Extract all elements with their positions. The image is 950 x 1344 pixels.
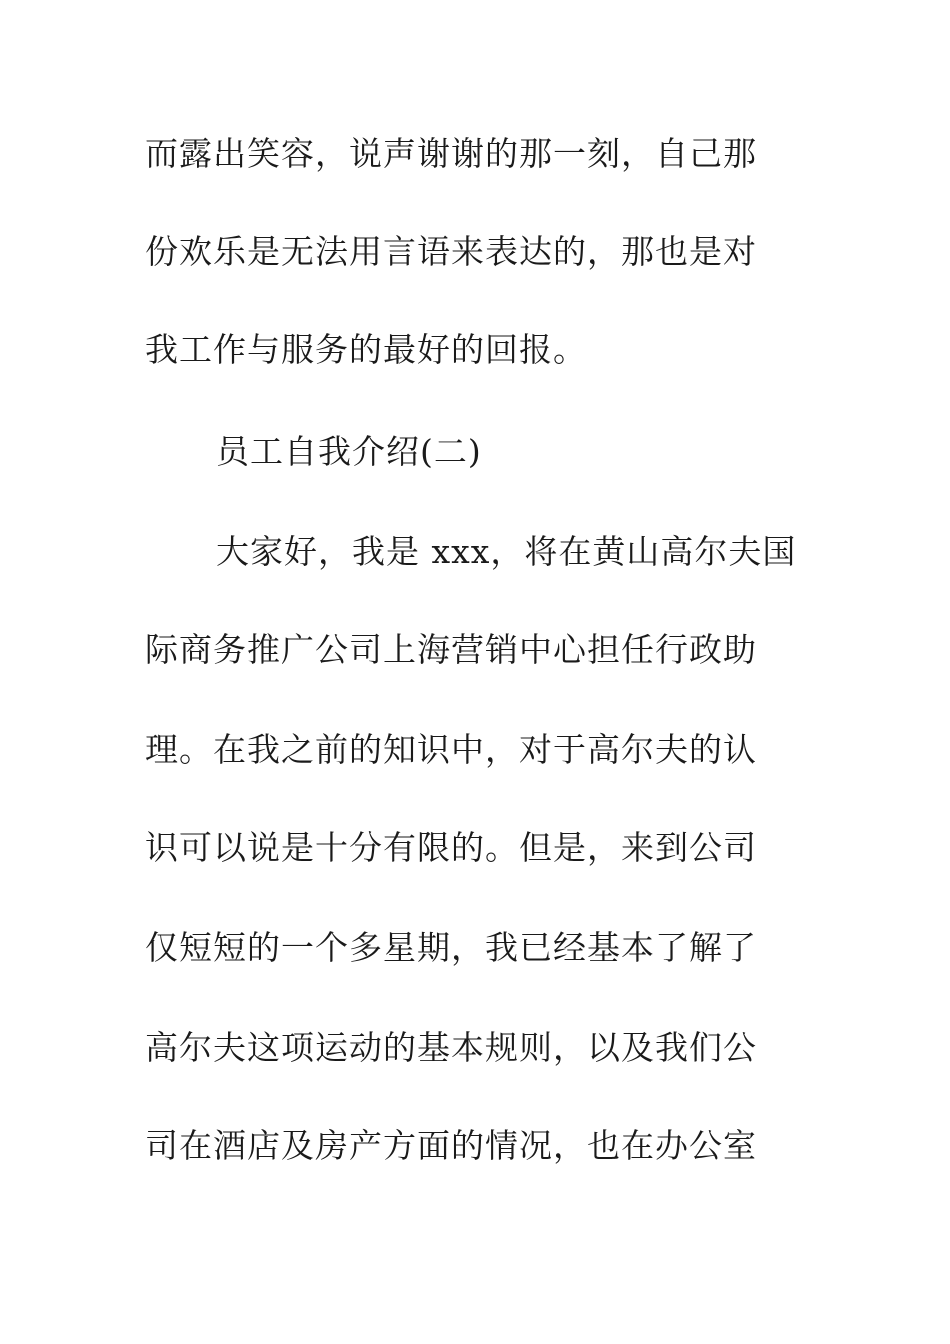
paragraph-line: 份欢乐是无法用言语来表达的，那也是对 [145,232,757,271]
paragraph-line: 理。在我之前的知识中，对于高尔夫的认 [145,730,757,769]
paragraph-line: 而露出笑容，说声谢谢的那一刻，自己那 [145,134,757,173]
paragraph-line: 司在酒店及房产方面的情况，也在办公室 [145,1126,757,1165]
paragraph-line: 高尔夫这项运动的基本规则，以及我们公 [145,1028,757,1067]
paragraph-line: 识可以说是十分有限的。但是，来到公司 [145,828,757,867]
paragraph-line: 仅短短的一个多星期，我已经基本了解了 [145,928,757,967]
paragraph-line: 大家好，我是 xxx，将在黄山高尔夫国 [216,532,797,571]
section-heading: 员工自我介绍(二) [216,432,482,471]
paragraph-line: 际商务推广公司上海营销中心担任行政助 [145,630,757,669]
paragraph-line: 我工作与服务的最好的回报。 [145,330,587,369]
